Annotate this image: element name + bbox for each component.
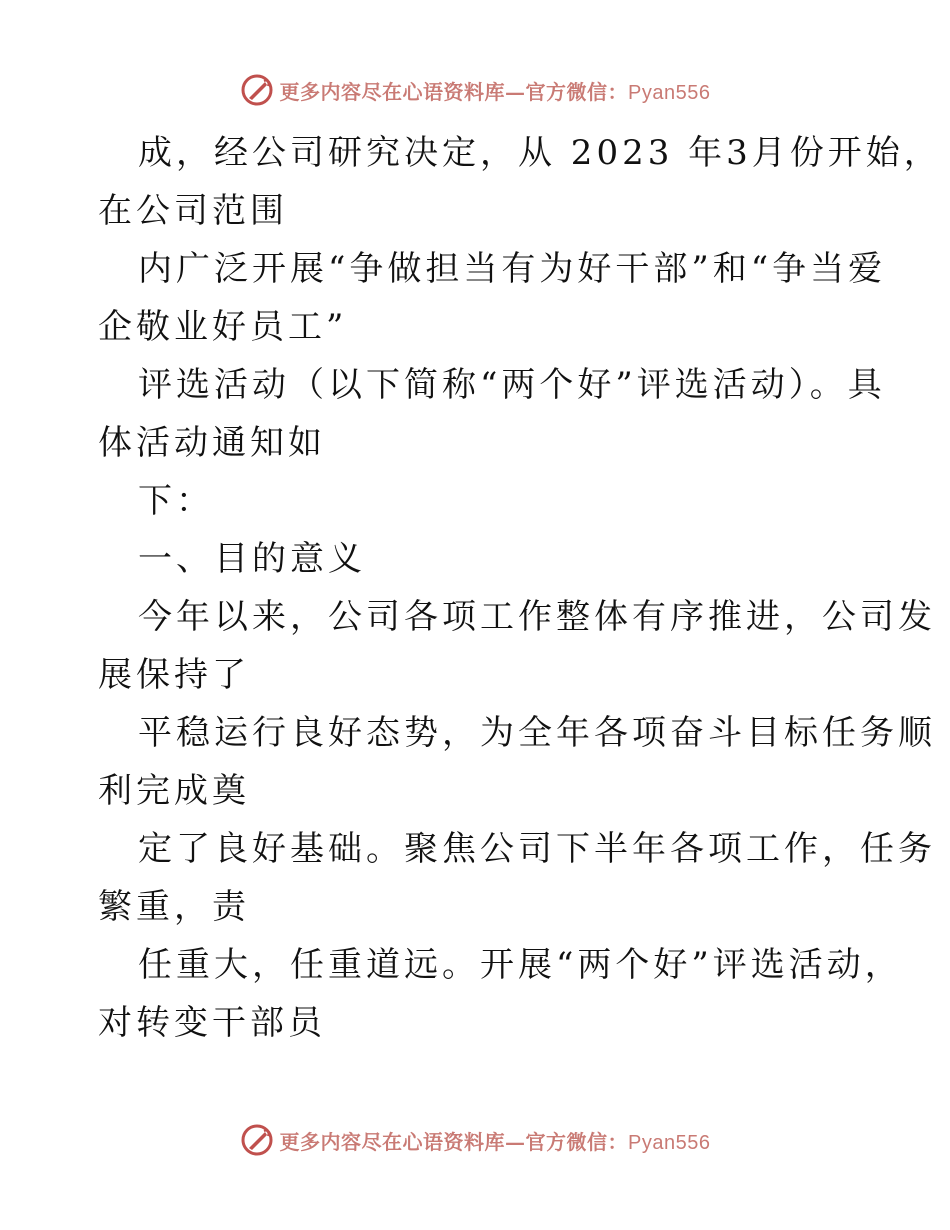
section-heading: 一、目的意义 (138, 539, 366, 579)
footer-banner-label: 更多内容尽在心语资料库—官方微信： (279, 1129, 629, 1154)
text-line: 成，经公司研究决定，从 2023 年3月份开始， (138, 133, 942, 173)
text-line: 展保持了 (98, 655, 250, 695)
header-banner-label: 更多内容尽在心语资料库—官方微信： (279, 79, 629, 104)
text-line: 平稳运行良好态势，为全年各项奋斗目标任务顺 (138, 713, 936, 753)
text-line: 下： (138, 481, 214, 521)
feather-pen-logo-icon (240, 1123, 274, 1157)
header-banner-text (280, 76, 711, 105)
text-line: 在公司范围 (98, 191, 288, 231)
text-line: 评选活动（以下简称“两个好”评选活动）。具 (138, 365, 886, 405)
text-line: 内广泛开展“争做担当有为好干部”和“争当爱 (138, 249, 887, 289)
text-line: 企敬业好员工” (98, 307, 348, 347)
text-line: 今年以来，公司各项工作整体有序推进，公司发 (138, 597, 936, 637)
text-line: 利完成奠 (98, 771, 250, 811)
footer-banner (0, 1120, 950, 1160)
text-line: 对转变干部员 (98, 1003, 326, 1043)
feather-pen-logo-icon (240, 73, 274, 107)
footer-wechat-id: Pyan556 (628, 1131, 711, 1154)
text-line: 任重大，任重道远。开展“两个好”评选活动， (138, 945, 903, 985)
document-body (98, 124, 942, 1052)
text-line: 定了良好基础。聚焦公司下半年各项工作，任务 (138, 829, 936, 869)
header-banner (0, 70, 950, 110)
header-wechat-id: Pyan556 (628, 81, 711, 104)
text-line: 体活动通知如 (98, 423, 326, 463)
footer-banner-text (280, 1126, 711, 1155)
text-line: 繁重，责 (98, 887, 250, 927)
